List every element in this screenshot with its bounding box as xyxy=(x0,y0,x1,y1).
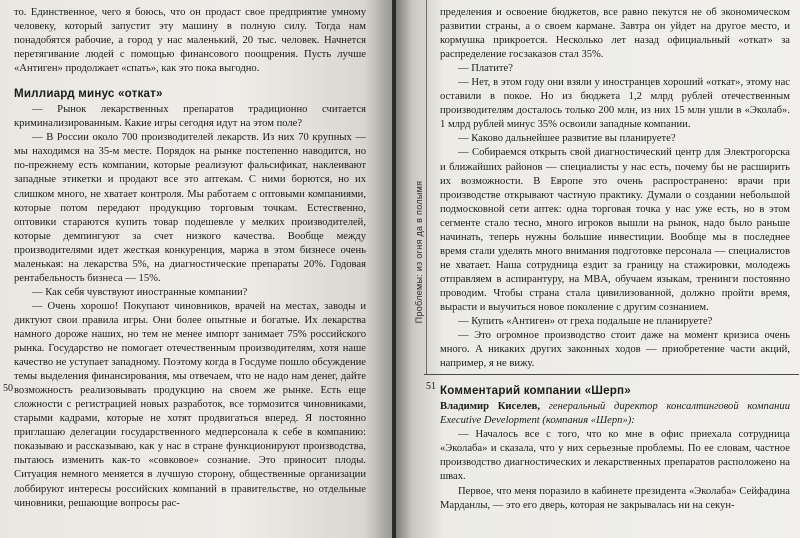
left-paragraph: — В России около 700 производителей лекарств. Из них 70 крупных — мы находимся на 35-м месте. Порядок на рынке постепенно наводится, но по-прежнему есть компании, которые реализуют фальсификат, наклеивают западные этикетки и продают все это аптекам. С ними борются, но их слишком много, не хватает контроля. Мы работаем с оптовыми компаниями, которые потом передают продукцию торговым точкам. Естественно, оптовики стараются купить товар подешевле у мелких производителей, которые демпингуют за счет низкого качества. Вообще между производителями идет жесткая конкуренция, маржа в этом бизнесе очень маленькая: на лекарства 5%, на диагностические препараты 20%. Годовая рентабельность бизнеса — 15%. xyxy=(14,132,366,284)
right-paragraph: — Платите? xyxy=(458,63,513,75)
left-paragraph: — Как себя чувствуют иностранные компании? xyxy=(32,286,248,298)
author-name: Владимир Киселев, xyxy=(440,401,541,413)
right-paragraph: — Собираемся открыть свой диагностический центр для Электрогорска и ближайших районов — специалисты у нас есть, почему бы не расширить их возможности. В Европе это очень распространено: врачи при производстве открывают частную практику. Думали о создании небольшой подмосковной сети аптек: одна торговая точка у нас уже есть, но в этом сегменте стало тесно, много игроков вышли на рынок, надо было раньше начинать, теперь нужны большие инвестиции. Вообще мы в последнее время стали уделять много внимания подготовке персонала — специалистов не хватает. Наша сотрудница ездит за границу на стажировки, молодежь отправляем в аспирантуру, на MBA, обучаем языкам, тренинги постоянно проводим. Чтобы страна стала цивилизованной, должно пройти время, вырасти и выучиться новое поколение с другим сознанием. xyxy=(440,147,790,313)
right-paragraph: — Нет, в этом году они взяли у иностранцев хороший «откат», этому нас оставили в покое. Но из бюджета 1,2 млрд рублей отечественным производителям досталось только 200 млн, из них 15 млн ушли в «Эколаб». 1 млрд рублей минус 35% освоили западные компании. xyxy=(440,77,790,131)
section-heading-kickback: Миллиард минус «откат» xyxy=(14,87,163,101)
header-rule xyxy=(426,0,427,374)
comment-paragraph: Первое, что меня поразило в кабинете президента «Эколаба» Сейфадина Марданлы, — это его дверь, которая не закрывалась ни на секун- xyxy=(440,485,790,511)
right-paragraph: — Каково дальнейшее развитие вы планируете? xyxy=(458,133,676,145)
running-header: Проблемы: из огня да в полымя xyxy=(414,180,424,324)
right-paragraph: — Это огромное производство стоит даже на момент кризиса очень много. А никаких других законных ходов — приобретение части акций, например, я не вижу. xyxy=(440,330,790,370)
opening-paragraph: то. Единственное, чего я боюсь, что он продаст свое предприятие умному человеку, который запустит эту машину в полную силу. Тогда нам понадобятся рабочие, а город у нас маленький, 20 тыс. человек. Начнется перетягивание людей с помощью финансового поощрения. Пусть лучше «Антиген» продолжает «спать», как это пока выгодно. xyxy=(14,7,366,75)
left-page-text xyxy=(14,6,366,511)
author-role: генеральный директор консалтинговой компании Executive Development (компания «Шерп»): xyxy=(440,401,791,427)
page-number-right: 51 xyxy=(426,381,436,392)
right-paragraph: — Купить «Антиген» от греха подальше не планируете? xyxy=(458,316,713,328)
left-paragraph: — Очень хорошо! Покупают чиновников, врачей на местах, заводы и диктуют свои правила игры. Они более опытные и богатые. Их лекарства намного дороже наших, но тем не менее импорт занимает 75% российского рынка. Государство не помогает отечественным производителям, хотя наше качество не уступает западному. Поэтому когда в Госдуме пошло обсуждение темы выделения финансирования, мы отвечаем, что не надо нам денег, дайте возможность реализовывать продукцию на своем же рынке. Есть еще сложности с регистрацией новых разработок, все тормозится чиновниками, старыми кадрами, которые не хотят продвигаться вперед. Я постоянно приглашаю делегации государственного медперсонала к себе в компанию: показываю и рассказываю, как у нас в стране функционируют производства, пытаюсь изменить как-то «совковое» сознание. Это приносит плоды. Ситуация немного меняется в лучшую сторону, общественные организации лоббируют интересы российских компаний в правительстве, но отдельные чиновники, решающие вопросы рас- xyxy=(14,300,366,509)
comment-author xyxy=(440,400,790,428)
right-page xyxy=(396,0,800,538)
page-number-left: 50 xyxy=(3,383,13,394)
comment-paragraph: — Началось все с того, что ко мне в офис приехала сотрудница «Эколаба» и сказала, что у них серьезные проблемы. По ее словам, частное производство диагностических и лекарственных препаратов расположено на швах. xyxy=(440,429,790,483)
left-page xyxy=(0,0,392,538)
left-paragraph: — Рынок лекарственных препаратов традиционно считается криминализированным. Какие игры сегодня идут на этом поле? xyxy=(14,104,366,130)
right-paragraph: пределения и освоение бюджетов, все равно пекутся не об экономическом развитии страны, а о своем кармане. Завтра он уйдет на другое место, и кормушка прикроется. Несколько лет назад официальный «откат» за распределение госзаказов стал 35%. xyxy=(440,7,790,61)
section-heading-sherp: Комментарий компании «Шерп» xyxy=(440,384,631,398)
right-page-text xyxy=(440,6,790,513)
